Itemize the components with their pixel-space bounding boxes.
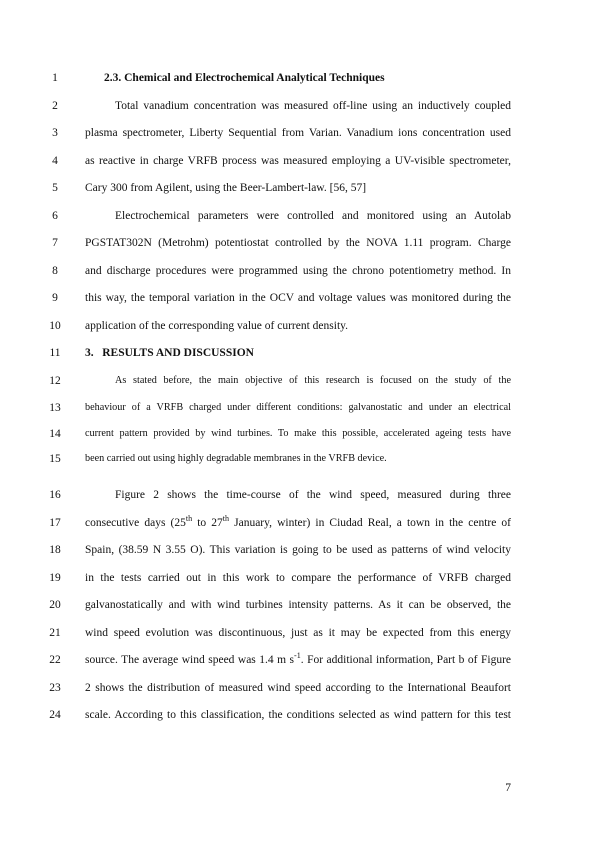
line-10 [0,316,595,336]
line-13 [0,398,595,418]
line-number: 2 [52,100,58,112]
line-16 [0,485,595,505]
text-run: consecutive days (25 [85,517,186,529]
superscript: th [222,514,230,524]
line-number: 7 [52,237,58,249]
body-text-line: in the tests carried out in this work to compare the performance of VRFB charged [85,572,511,584]
line-14 [0,424,595,444]
line-21 [0,623,595,643]
line-number: 21 [49,627,61,639]
body-text-line: Total vanadium concentration was measured off-line using an inductively coupled [115,100,511,112]
line-number: 22 [49,654,61,666]
section-heading-2-3: 2.3. Chemical and Electrochemical Analytical Techniques [104,72,385,84]
body-text-line: application of the corresponding value of current density. [85,320,349,332]
superscript: -1 [294,651,301,661]
superscript: th [185,514,193,524]
body-text-line [85,513,511,533]
line-6 [0,206,595,226]
line-12 [0,371,595,391]
line-number: 19 [49,572,61,584]
body-text-line: Electrochemical parameters were controlled and monitored using an Autolab [115,210,511,222]
line-number: 8 [52,265,58,277]
line-5 [0,178,595,198]
line-number: 15 [49,453,61,465]
line-23 [0,678,595,698]
line-number: 23 [49,682,61,694]
line-8 [0,261,595,281]
body-text-line: Spain, (38.59 N 3.55 O). This variation is going to be used as patterns of wind velocity [85,544,511,556]
body-text-line: plasma spectrometer, Liberty Sequential from Varian. Vanadium ions concentration used [85,127,511,139]
line-number: 24 [49,709,61,721]
line-4 [0,151,595,171]
line-9 [0,288,595,308]
line-number: 14 [49,428,61,440]
line-number: 16 [49,489,61,501]
line-number: 3 [52,127,58,139]
section-heading-3: 3. RESULTS AND DISCUSSION [85,347,254,359]
body-text-line: Cary 300 from Agilent, using the Beer-Lambert-law. [56, 57] [85,182,367,194]
body-text-line: current pattern provided by wind turbines. To make this possible, accelerated ageing tests have [85,428,511,439]
text-run: January, winter) in Ciudad Real, a town in the centre of [229,517,511,529]
line-number: 5 [52,182,58,194]
line-number: 11 [49,347,61,359]
body-text-line: Figure 2 shows the time-course of the wind speed, measured during three [115,489,511,501]
text-run: to 27 [192,517,223,529]
line-number: 17 [49,517,61,529]
line-3 [0,123,595,143]
line-22 [0,650,595,670]
body-text-line: PGSTAT302N (Metrohm) potentiostat controlled by the NOVA 1.11 program. Charge [85,237,511,249]
body-text-line [85,650,511,670]
line-7 [0,233,595,253]
line-number: 13 [49,402,61,414]
body-text-line: behaviour of a VRFB charged under different conditions: galvanostatic and under an electrical [85,402,511,413]
line-number: 10 [49,320,61,332]
line-1 [0,68,595,88]
body-text-line: and discharge procedures were programmed using the chrono potentiometry method. In [85,265,511,277]
line-15 [0,449,595,469]
line-number: 1 [52,72,58,84]
line-number: 18 [49,544,61,556]
body-text-line: this way, the temporal variation in the OCV and voltage values was monitored during the [85,292,511,304]
body-text-line: galvanostatically and with wind turbines intensity patterns. As it can be observed, the [85,599,511,611]
text-run: . For additional information, Part b of Figure [300,654,511,666]
line-24 [0,705,595,725]
body-text-line: scale. According to this classification, the conditions selected as wind pattern for this test [85,709,511,721]
line-number: 9 [52,292,58,304]
line-11 [0,343,595,363]
body-text-line: As stated before, the main objective of this research is focused on the study of the [115,375,511,386]
text-run: source. The average wind speed was 1.4 m s [85,654,295,666]
line-19 [0,568,595,588]
line-18 [0,540,595,560]
body-text-line: been carried out using highly degradable membranes in the VRFB device. [85,453,387,464]
page-number: 7 [505,782,511,794]
body-text-line: as reactive in charge VRFB process was measured employing a UV-visible spectrometer, [85,155,511,167]
line-number: 20 [49,599,61,611]
line-2 [0,96,595,116]
body-text-line: wind speed evolution was discontinuous, just as it may be expected from this energy [85,627,511,639]
line-20 [0,595,595,615]
body-text-line: 2 shows the distribution of measured wind speed according to the International Beaufort [85,682,511,694]
line-number: 4 [52,155,58,167]
line-number: 6 [52,210,58,222]
line-17 [0,513,595,533]
line-number: 12 [49,375,61,387]
